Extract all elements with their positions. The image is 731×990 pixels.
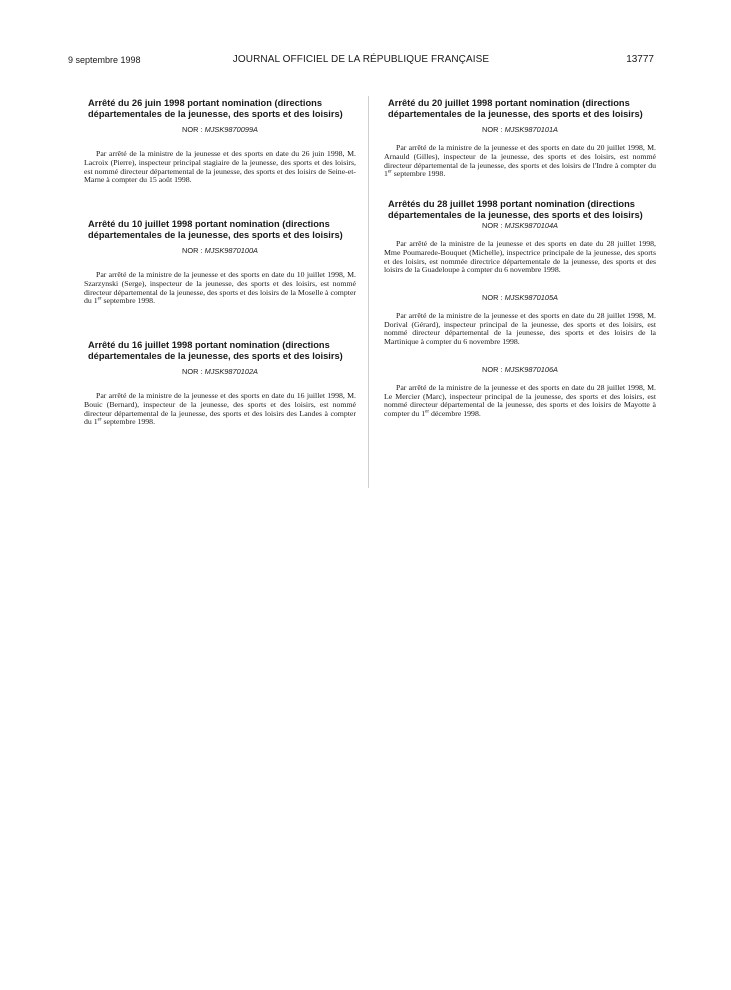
decree-article: [384, 98, 656, 179]
nor-reference: [84, 125, 356, 134]
page-number: 13777: [626, 54, 654, 65]
decree-text: Par arrêté de la ministre de la jeunesse et des sports en date du 20 juillet 1998, M. Arnauld (Gilles), inspecteur de la jeunesse, des sports et des loisirs, est nommé directeur départemental de la jeunesse, des sports et des loisirs de l'Indre à compter du 1er septembre 1998.: [384, 143, 656, 179]
decree-text: Par arrêté de la ministre de la jeunesse et des sports en date du 26 juin 1998, M. Lacroix (Pierre), inspecteur principal stagiaire de la jeunesse, des sports et des loisirs, est nommé directeur départemental de la jeunesse, des sports et des loisirs de Seine-et-Marne à compter du 15 août 1998.: [84, 149, 356, 185]
left-column: [84, 98, 356, 427]
nor-label: NOR :: [481, 221, 503, 231]
nor-reference: [384, 293, 656, 302]
nor-code: MJSK9870100A: [204, 246, 258, 256]
nor-reference: [84, 367, 356, 376]
decree-title: Arrêté du 16 juillet 1998 portant nomination (directions départementales de la jeunesse, des sports et des loisirs): [88, 340, 343, 361]
decree-text: Par arrêté de la ministre de la jeunesse et des sports en date du 28 juillet 1998, M. Dorival (Gérard), inspecteur principal de la jeunesse, des sports et des loisirs, est nommé directeur départemental de la jeunesse, des sports et des loisirs de la Martinique à compter du 6 novembre 1998.: [384, 311, 656, 347]
nor-reference: [84, 246, 356, 255]
decree-article: [84, 98, 356, 185]
decree-title: Arrêté du 10 juillet 1998 portant nomination (directions départementales de la jeunesse, des sports et des loisirs): [88, 219, 343, 240]
decree-title: Arrêté du 26 juin 1998 portant nomination (directions départementales de la jeunesse, des sports et des loisirs): [88, 98, 343, 119]
decree-title: Arrêté du 20 juillet 1998 portant nomination (directions départementales de la jeunesse, des sports et des loisirs): [388, 98, 643, 119]
decree-text: Par arrêté de la ministre de la jeunesse et des sports en date du 10 juillet 1998, M. Szarzynski (Serge), inspecteur de la jeunesse, des sports et des loisirs, est nommé directeur départemental de la jeunesse, des sports et des loisirs de la Moselle à compter du 1er septembre 1998.: [84, 270, 356, 306]
decree-text: Par arrêté de la ministre de la jeunesse et des sports en date du 28 juillet 1998, M. Le Mercier (Marc), inspecteur principal de la jeunesse, des sports et des loisirs, est nommé directeur départemental de la jeunesse, des sports et des loisirs de Mayotte à compter du 1er décembre 1998.: [384, 382, 656, 418]
nor-reference: [384, 365, 656, 374]
nor-label: NOR :: [181, 246, 203, 256]
nor-label: NOR :: [481, 293, 503, 302]
nor-reference: [384, 221, 656, 230]
decree-text: Par arrêté de la ministre de la jeunesse et des sports en date du 16 juillet 1998, M. Bouic (Bernard), inspecteur de la jeunesse, des sports et des loisirs, est nommé directeur départemental de la jeunesse, des sports et des loisirs des Landes à compter du 1er septembre 1998.: [84, 391, 356, 427]
nor-label: NOR :: [481, 364, 503, 374]
nor-code: MJSK9870101A: [504, 125, 558, 135]
decree-article: [384, 199, 656, 419]
right-column: [384, 98, 656, 419]
journal-title: JOURNAL OFFICIEL DE LA RÉPUBLIQUE FRANÇAISE: [232, 54, 490, 65]
publication-date: 9 septembre 1998: [68, 55, 141, 65]
nor-code: MJSK9870104A: [504, 221, 558, 231]
nor-code: MJSK9870105A: [504, 293, 558, 302]
decree-article: [84, 340, 356, 427]
nor-label: NOR :: [181, 367, 203, 377]
column-separator: [368, 96, 369, 488]
decree-text: Par arrêté de la ministre de la jeunesse et des sports en date du 28 juillet 1998, Mme Poumarede-Bouquet (Michelle), inspectrice principale de la jeunesse, des sports et des loisirs, est nommée directrice départementale de la jeunesse, des sports et des loisirs de la Guadeloupe à compter du 6 novembre 1998.: [384, 239, 656, 275]
decree-article: [84, 219, 356, 306]
decree-title: Arrêtés du 28 juillet 1998 portant nomination (directions départementales de la jeunesse, des sports et des loisirs): [388, 199, 643, 220]
nor-label: NOR :: [481, 125, 503, 135]
page-header: [68, 54, 654, 68]
nor-code: MJSK9870099A: [204, 125, 258, 135]
nor-reference: [384, 125, 656, 134]
nor-code: MJSK9870102A: [204, 367, 258, 377]
nor-label: NOR :: [181, 125, 203, 135]
nor-code: MJSK9870106A: [504, 364, 558, 374]
